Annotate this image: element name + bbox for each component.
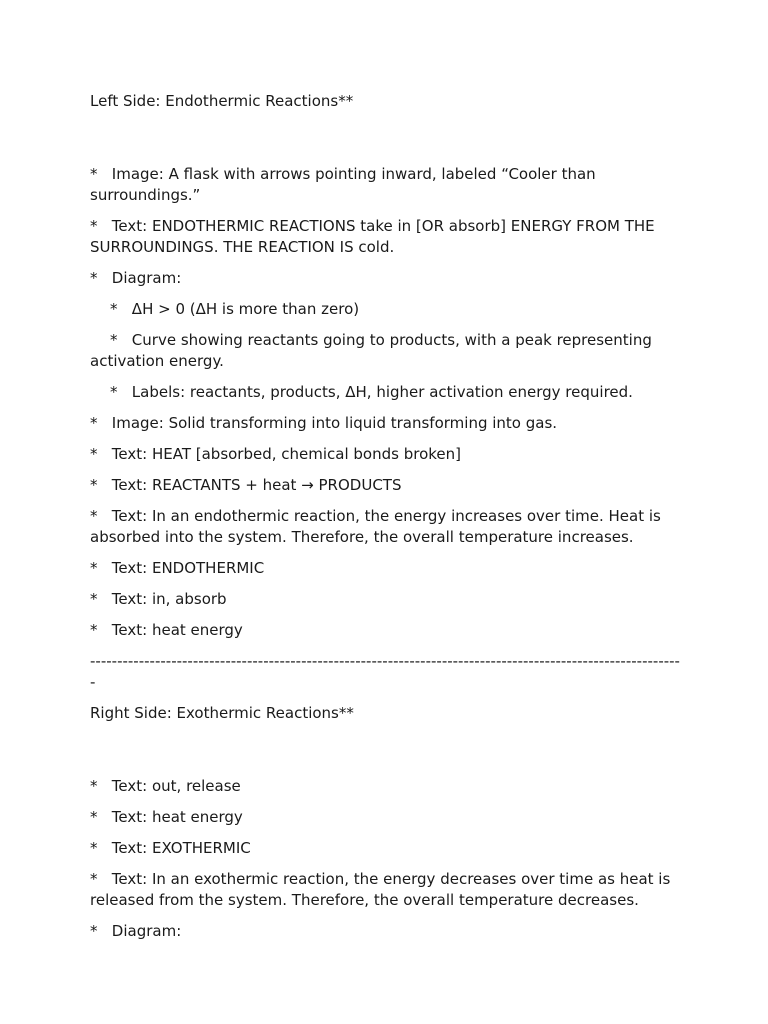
- diagram-subitem: * Labels: reactants, products, ΔH, higher activation energy required.: [110, 383, 633, 401]
- list-item: * Text: REACTANTS + heat → PRODUCTS: [90, 476, 402, 494]
- list-item: * Diagram:: [90, 269, 182, 287]
- list-item: * Text: out, release: [90, 777, 241, 795]
- list-item: * Text: EXOTHERMIC: [90, 839, 251, 857]
- list-item: * Image: Solid transforming into liquid transforming into gas.: [90, 414, 558, 432]
- diagram-subitem: * ΔH > 0 (ΔH is more than zero): [110, 300, 360, 318]
- list-item: * Text: in, absorb: [90, 590, 227, 608]
- list-item: * Text: heat energy: [90, 621, 243, 639]
- list-item: * Text: ENDOTHERMIC REACTIONS take in [OR absorb] ENERGY FROM THE SURROUNDINGS. THE REACTION IS cold.: [90, 217, 660, 256]
- list-item: * Text: In an endothermic reaction, the energy increases over time. Heat is absorbed into the system. Therefore, the overall temperature increases.: [90, 507, 666, 546]
- list-item: * Text: heat energy: [90, 808, 243, 826]
- list-item: * Text: ENDOTHERMIC: [90, 559, 265, 577]
- list-item: * Image: A flask with arrows pointing inward, labeled “Cooler than surroundings.”: [90, 165, 601, 204]
- list-item: * Text: In an exothermic reaction, the energy decreases over time as heat is released from the system. Therefore, the overall temperature decreases.: [90, 870, 676, 909]
- diagram-subitem: * Curve showing reactants going to products, with a peak representing activation energy.: [90, 331, 657, 370]
- right-side-heading: Right Side: Exothermic Reactions**: [90, 704, 354, 722]
- list-item: * Diagram:: [90, 922, 182, 940]
- list-item: * Text: HEAT [absorbed, chemical bonds broken]: [90, 445, 462, 463]
- section-divider: --------------------------------------------------------------------------------------------------------------: [90, 652, 680, 691]
- left-side-heading: Left Side: Endothermic Reactions**: [90, 92, 354, 110]
- document-page: [90, 91, 680, 952]
